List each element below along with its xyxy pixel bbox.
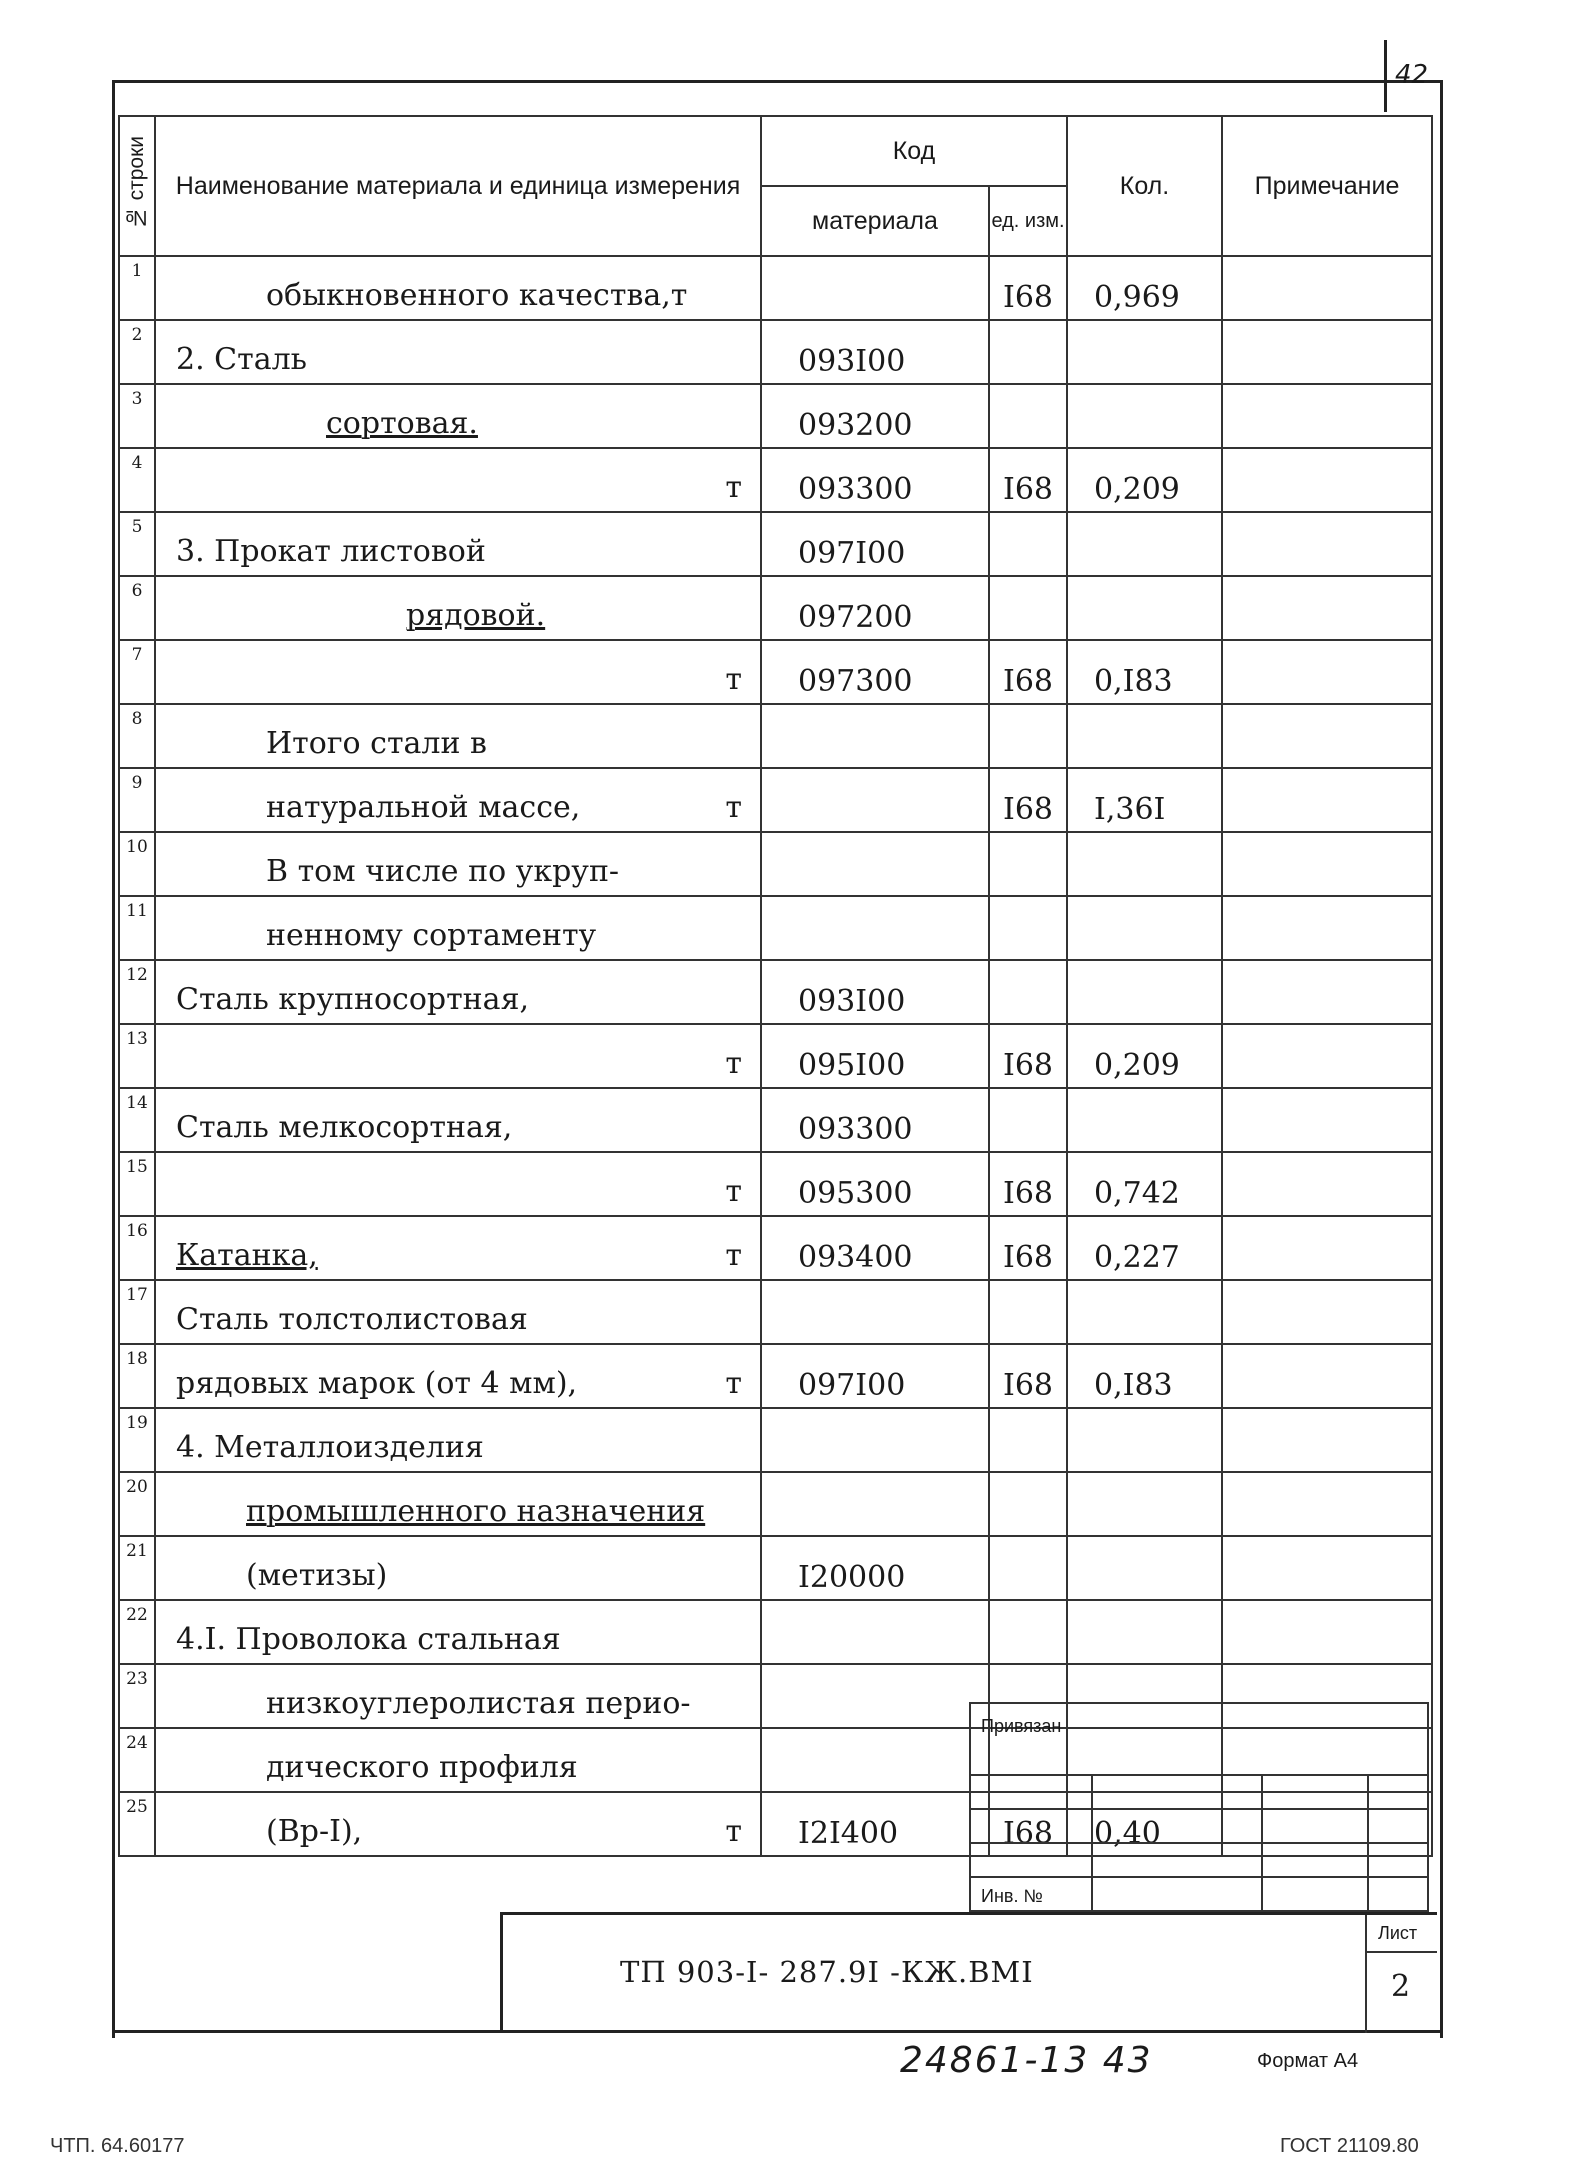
material-name-cell	[155, 1408, 761, 1472]
unit-code: I68	[989, 768, 1067, 832]
quantity	[1067, 320, 1222, 384]
material-name-cell	[155, 896, 761, 960]
material-name-cell	[155, 1088, 761, 1152]
table-row	[119, 1024, 1432, 1088]
material-name-cell	[155, 448, 761, 512]
row-number: 1	[119, 256, 155, 320]
unit-label: т	[725, 1046, 742, 1081]
unit-label: т	[725, 790, 742, 825]
unit-code	[989, 384, 1067, 448]
note-cell	[1222, 1408, 1432, 1472]
material-name-cell	[155, 1728, 761, 1792]
note-cell	[1222, 448, 1432, 512]
note-cell	[1222, 320, 1432, 384]
note-cell	[1222, 704, 1432, 768]
material-code	[761, 1664, 989, 1728]
table-row	[119, 1152, 1432, 1216]
material-code: 097200	[761, 576, 989, 640]
table-row	[119, 832, 1432, 896]
unit-code	[989, 1472, 1067, 1536]
unit-code	[989, 1088, 1067, 1152]
table-row	[119, 448, 1432, 512]
material-name-cell	[155, 768, 761, 832]
unit-code: I68	[989, 256, 1067, 320]
unit-code	[989, 832, 1067, 896]
quantity	[1067, 704, 1222, 768]
row-number: 18	[119, 1344, 155, 1408]
table-row	[119, 704, 1432, 768]
stamp-divider	[1261, 1774, 1263, 1910]
material-name-cell	[155, 384, 761, 448]
quantity: 0,209	[1067, 1024, 1222, 1088]
row-number: 3	[119, 384, 155, 448]
table-row	[119, 1536, 1432, 1600]
table-row	[119, 256, 1432, 320]
row-number: 23	[119, 1664, 155, 1728]
material-code: 093I00	[761, 320, 989, 384]
unit-code: I68	[989, 1216, 1067, 1280]
table-row	[119, 512, 1432, 576]
material-code: I2I400	[761, 1792, 989, 1856]
material-name-cell	[155, 832, 761, 896]
table-row	[119, 1472, 1432, 1536]
material-name: низкоуглеролистая перио-	[266, 1686, 691, 1721]
quantity	[1067, 1408, 1222, 1472]
material-name-cell	[155, 576, 761, 640]
header-code-unit: ед. изм.	[989, 186, 1067, 256]
materials-table	[118, 115, 1433, 1857]
unit-code	[989, 960, 1067, 1024]
header-code: Код	[761, 116, 1067, 186]
row-number: 4	[119, 448, 155, 512]
unit-label: т	[725, 662, 742, 697]
table-row	[119, 1216, 1432, 1280]
row-number: 14	[119, 1088, 155, 1152]
row-number: 2	[119, 320, 155, 384]
table-row	[119, 1408, 1432, 1472]
quantity	[1067, 576, 1222, 640]
material-name: Сталь мелкосортная,	[176, 1110, 513, 1145]
unit-code	[989, 512, 1067, 576]
stamp-divider	[971, 1876, 1427, 1878]
stamp-divider	[1367, 1774, 1369, 1910]
material-code: 093300	[761, 1088, 989, 1152]
row-number: 13	[119, 1024, 155, 1088]
material-name: обыкновенного качества,т	[266, 278, 688, 313]
note-cell	[1222, 384, 1432, 448]
material-name: сортовая.	[326, 406, 478, 441]
quantity: 0,I83	[1067, 640, 1222, 704]
material-name: ненному сортаменту	[266, 918, 597, 953]
material-name-cell	[155, 1536, 761, 1600]
footer-right: ГОСТ 21109.80	[1280, 2135, 1419, 2157]
quantity: 0,227	[1067, 1216, 1222, 1280]
format-label: Формат А4	[1257, 2050, 1359, 2072]
quantity	[1067, 1600, 1222, 1664]
stamp-divider	[971, 1842, 1427, 1844]
quantity	[1067, 1536, 1222, 1600]
row-number: 17	[119, 1280, 155, 1344]
note-cell	[1222, 896, 1432, 960]
unit-code: I68	[989, 1024, 1067, 1088]
material-name: 4.I. Проволока стальная	[176, 1622, 561, 1657]
table-row	[119, 896, 1432, 960]
material-name-cell	[155, 1280, 761, 1344]
material-code	[761, 1408, 989, 1472]
unit-code	[989, 1280, 1067, 1344]
binding-stamp	[969, 1702, 1429, 1912]
material-code	[761, 1280, 989, 1344]
note-cell	[1222, 1280, 1432, 1344]
unit-code: I68	[989, 1792, 1067, 1856]
quantity: I,36I	[1067, 768, 1222, 832]
stamp-divider	[971, 1774, 1427, 1776]
material-name-cell	[155, 1152, 761, 1216]
material-name-cell	[155, 1344, 761, 1408]
material-name: дического профиля	[266, 1750, 578, 1785]
unit-label: т	[725, 1814, 742, 1849]
stamp-divider	[971, 1808, 1427, 1810]
material-code	[761, 704, 989, 768]
material-name: 2. Сталь	[176, 342, 307, 377]
unit-code	[989, 704, 1067, 768]
material-name-cell	[155, 1664, 761, 1728]
unit-label: т	[725, 470, 742, 505]
row-number: 5	[119, 512, 155, 576]
material-name: натуральной массе,	[266, 790, 581, 825]
material-name: В том числе по укруп-	[266, 854, 620, 889]
material-name: Итого стали в	[266, 726, 487, 761]
unit-label: т	[725, 1238, 742, 1273]
inv-label: Инв. №	[981, 1886, 1043, 1906]
row-number: 16	[119, 1216, 155, 1280]
unit-code	[989, 1600, 1067, 1664]
frame-bottom-line	[112, 2030, 1440, 2033]
quantity	[1067, 1472, 1222, 1536]
material-name-cell	[155, 1600, 761, 1664]
unit-code	[989, 320, 1067, 384]
material-code	[761, 1472, 989, 1536]
header-qty: Кол.	[1067, 116, 1222, 256]
footer-left: ЧТП. 64.60177	[50, 2135, 185, 2157]
unit-code	[989, 1408, 1067, 1472]
quantity	[1067, 384, 1222, 448]
table-row	[119, 960, 1432, 1024]
note-cell	[1222, 1088, 1432, 1152]
material-name-cell	[155, 512, 761, 576]
material-name: (метизы)	[246, 1558, 388, 1593]
material-name-cell	[155, 1216, 761, 1280]
quantity: 0,209	[1067, 448, 1222, 512]
row-number: 20	[119, 1472, 155, 1536]
material-code: 093400	[761, 1216, 989, 1280]
material-name: промышленного назначения	[246, 1494, 706, 1529]
table-row	[119, 1280, 1432, 1344]
unit-code: I68	[989, 640, 1067, 704]
quantity	[1067, 1280, 1222, 1344]
material-name: рядовых марок (от 4 мм),	[176, 1366, 578, 1401]
quantity: 0,742	[1067, 1152, 1222, 1216]
quantity	[1067, 1088, 1222, 1152]
material-name: рядовой.	[406, 598, 546, 633]
row-number: 25	[119, 1792, 155, 1856]
quantity	[1067, 832, 1222, 896]
note-cell	[1222, 512, 1432, 576]
note-cell	[1222, 576, 1432, 640]
material-code: 095300	[761, 1152, 989, 1216]
row-number: 15	[119, 1152, 155, 1216]
page-number: 42	[1395, 60, 1429, 90]
unit-code: I68	[989, 1152, 1067, 1216]
table-body	[119, 256, 1432, 1856]
header-name: Наименование материала и единица измерения	[155, 116, 761, 256]
inventory-number: 24861-13 43	[900, 2040, 1153, 2081]
title-block-divider	[1365, 1915, 1367, 2033]
header-note: Примечание	[1222, 116, 1432, 256]
material-code: I20000	[761, 1536, 989, 1600]
note-cell	[1222, 1152, 1432, 1216]
material-name-cell	[155, 256, 761, 320]
table-row	[119, 1344, 1432, 1408]
material-name: 4. Металлоизделия	[176, 1430, 484, 1465]
sheet-number: 2	[1391, 1969, 1411, 2004]
material-code	[761, 896, 989, 960]
material-code: 095I00	[761, 1024, 989, 1088]
table-row	[119, 576, 1432, 640]
quantity	[1067, 512, 1222, 576]
stamp-divider	[1091, 1774, 1093, 1910]
note-cell	[1222, 960, 1432, 1024]
row-number: 22	[119, 1600, 155, 1664]
material-code: 093200	[761, 384, 989, 448]
material-name-cell	[155, 960, 761, 1024]
material-code	[761, 1728, 989, 1792]
row-number: 24	[119, 1728, 155, 1792]
unit-code	[989, 576, 1067, 640]
note-cell	[1222, 1472, 1432, 1536]
note-cell	[1222, 1600, 1432, 1664]
bound-label: Привязан	[981, 1716, 1062, 1736]
note-cell	[1222, 1536, 1432, 1600]
material-code	[761, 832, 989, 896]
document-number: ТП 903-I- 287.9I -КЖ.ВМI	[620, 1955, 1034, 1989]
note-cell	[1222, 1344, 1432, 1408]
header-code-material: материала	[761, 186, 989, 256]
row-number: 6	[119, 576, 155, 640]
note-cell	[1222, 640, 1432, 704]
material-code: 093I00	[761, 960, 989, 1024]
material-name: (Вр-I),	[266, 1814, 363, 1849]
material-name: Сталь крупносортная,	[176, 982, 530, 1017]
note-cell	[1222, 768, 1432, 832]
quantity: 0,969	[1067, 256, 1222, 320]
row-number: 8	[119, 704, 155, 768]
quantity	[1067, 896, 1222, 960]
table-row	[119, 1600, 1432, 1664]
table-row	[119, 1088, 1432, 1152]
row-number: 21	[119, 1536, 155, 1600]
row-number: 10	[119, 832, 155, 896]
row-number: 9	[119, 768, 155, 832]
note-cell	[1222, 256, 1432, 320]
row-number: 7	[119, 640, 155, 704]
unit-code	[989, 896, 1067, 960]
material-code: 097300	[761, 640, 989, 704]
material-name-cell	[155, 1472, 761, 1536]
unit-code	[989, 1536, 1067, 1600]
quantity	[1067, 960, 1222, 1024]
header-row-no: № строки	[119, 116, 155, 256]
material-name-cell	[155, 1792, 761, 1856]
material-code: 097I00	[761, 1344, 989, 1408]
table-row	[119, 768, 1432, 832]
material-code	[761, 768, 989, 832]
unit-label: т	[725, 1366, 742, 1401]
note-cell	[1222, 1024, 1432, 1088]
material-name: 3. Прокат листовой	[176, 534, 486, 569]
material-code	[761, 256, 989, 320]
unit-code: I68	[989, 448, 1067, 512]
material-name-cell	[155, 1024, 761, 1088]
row-number: 11	[119, 896, 155, 960]
material-name-cell	[155, 640, 761, 704]
row-number: 12	[119, 960, 155, 1024]
unit-code: I68	[989, 1344, 1067, 1408]
material-name: Сталь толстолистовая	[176, 1302, 528, 1337]
table-row	[119, 320, 1432, 384]
material-name-cell	[155, 704, 761, 768]
material-code	[761, 1600, 989, 1664]
row-number: 19	[119, 1408, 155, 1472]
material-name-cell	[155, 320, 761, 384]
note-cell	[1222, 832, 1432, 896]
material-name: Катанка,	[176, 1238, 318, 1273]
quantity: 0,40	[1067, 1792, 1222, 1856]
table-row	[119, 384, 1432, 448]
material-code: 093300	[761, 448, 989, 512]
title-block-divider	[1365, 1951, 1437, 1953]
quantity: 0,I83	[1067, 1344, 1222, 1408]
sheet-label: Лист	[1378, 1923, 1418, 1943]
table-row	[119, 640, 1432, 704]
material-code: 097I00	[761, 512, 989, 576]
unit-label: т	[725, 1174, 742, 1209]
note-cell	[1222, 1216, 1432, 1280]
